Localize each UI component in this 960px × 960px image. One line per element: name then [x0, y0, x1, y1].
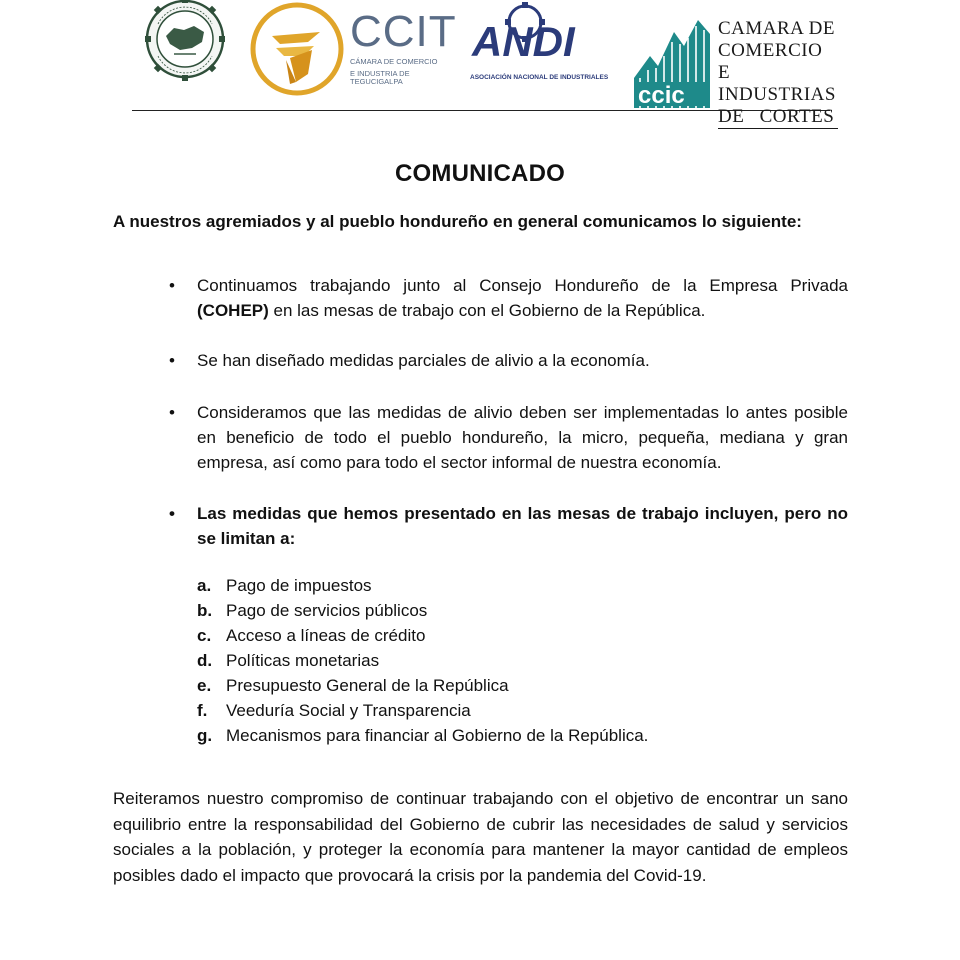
- list-item: c. Acceso a líneas de crédito: [197, 626, 426, 645]
- document-title: COMUNICADO: [395, 160, 565, 187]
- bullet-dot-icon: •: [169, 276, 175, 295]
- list-item: e. Presupuesto General de la República: [197, 676, 509, 695]
- federacion-seal-logo: [144, 0, 226, 88]
- list-item: a. Pago de impuestos: [197, 576, 372, 595]
- andi-wordmark: ANDI: [472, 18, 575, 65]
- logo-header: [132, 0, 836, 127]
- ccic-emblem-logo: [630, 8, 712, 108]
- bullet-dot-icon: •: [169, 504, 175, 523]
- bullet-dot-icon: •: [169, 403, 175, 422]
- list-item: d. Políticas monetarias: [197, 651, 380, 670]
- measures-list: [197, 573, 648, 748]
- bullet-item-cohep: • Continuamos trabajando junto al Consejo Hondureño de la Empresa Privada (COHEP) en las mesas de trabajo con el Gobierno de la República.: [197, 273, 848, 323]
- bullet-item-alivio: • Consideramos que las medidas de alivio deben ser implementadas lo antes posible en beneficio de todo el pueblo hondureño, la micro, pequeña, mediana y gran empresa, así como para todo el sector informal de nuestra economía.: [197, 400, 848, 475]
- andi-logo: [470, 0, 620, 84]
- cohep-acronym: (COHEP): [197, 301, 269, 320]
- list-item: b. Pago de servicios públicos: [197, 601, 428, 620]
- bullet-item-medidas: • Se han diseñado medidas parciales de alivio a la economía.: [197, 348, 848, 373]
- andi-subtitle: ASOCIACIÓN NACIONAL DE INDUSTRIALES: [470, 74, 609, 81]
- ccit-emblem-logo: [250, 2, 344, 96]
- ccit-wordmark: CCIT CÁMARA DE COMERCIO E INDUSTRIA DE TEGUCIGALPA: [350, 7, 457, 86]
- list-item: f. Veeduría Social y Transparencia: [197, 701, 471, 720]
- ccic-wordmark: CAMARA DE COMERCIO E INDUSTRIAS DE CORTES: [718, 18, 838, 129]
- list-item: g. Mecanismos para financiar al Gobierno de la República.: [197, 726, 649, 745]
- closing-paragraph: Reiteramos nuestro compromiso de continuar trabajando con el objetivo de encontrar un sano equilibrio entre la responsabilidad del Gobierno de cubrir las necesidades de salud y servicios sociales a la población, y proteger la economía para mantener la mayor cantidad de empleos posibles dado el impacto que provocará la crisis por la pandemia del Covid-19.: [113, 789, 848, 885]
- bullet-dot-icon: •: [169, 351, 175, 370]
- ccic-mark-text: ccic: [638, 82, 685, 108]
- intro-paragraph: A nuestros agremiados y al pueblo hondureño en general comunicamos lo siguiente:: [113, 212, 802, 231]
- bullet-item-mesas: • Las medidas que hemos presentado en las mesas de trabajo incluyen, pero no se limitan a:: [197, 501, 848, 551]
